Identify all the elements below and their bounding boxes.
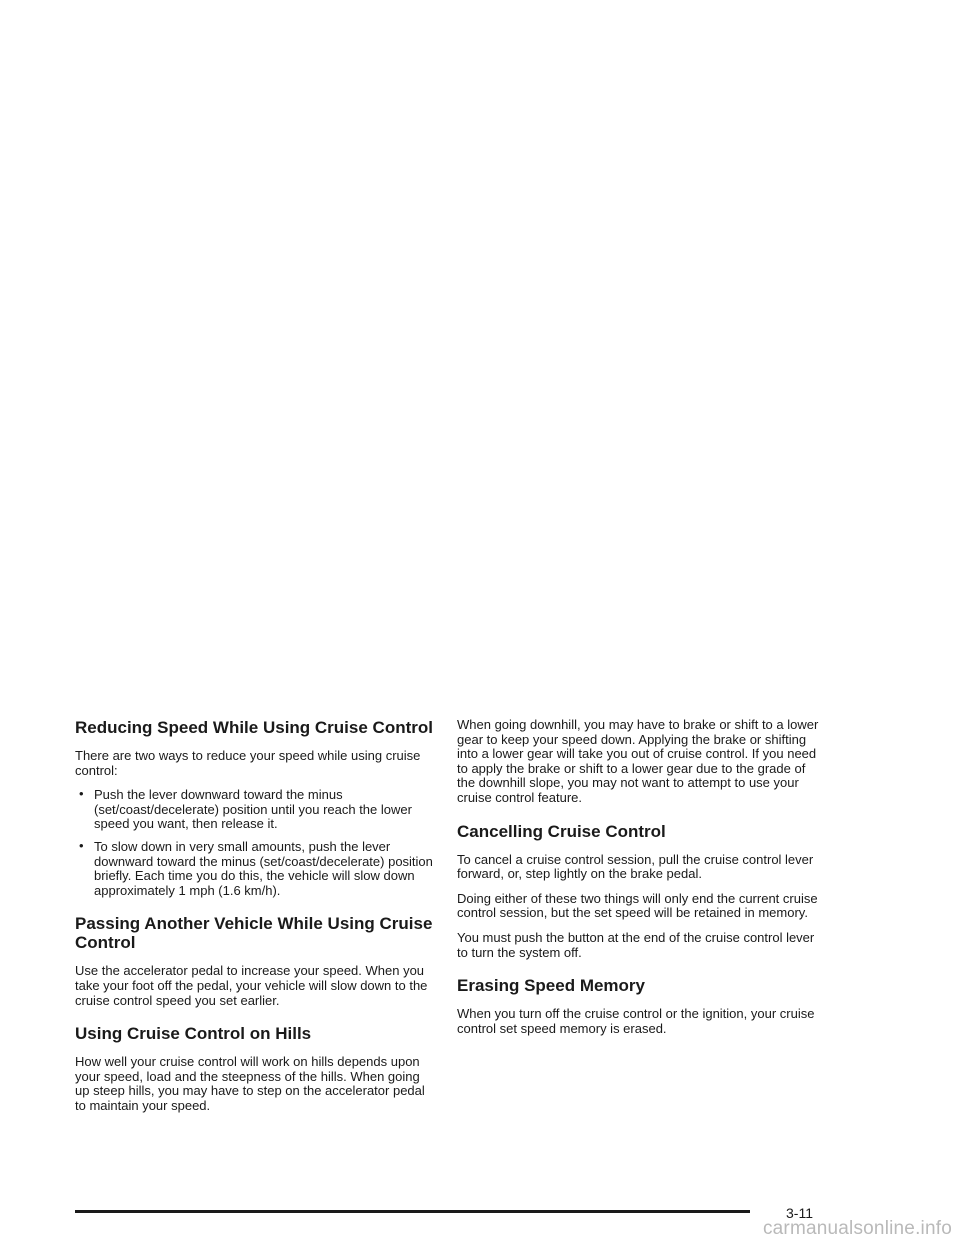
cancelling-paragraph-1: To cancel a cruise control session, pull the cruise control lever forward, or, step lightly on the brake pedal. [457, 851, 814, 882]
reducing-speed-intro: There are two ways to reduce your speed while using cruise control: [75, 748, 421, 778]
cancelling-paragraph-3: You must push the button at the end of the cruise control lever to turn the system off. [457, 929, 815, 960]
bullet-icon: • [79, 786, 84, 802]
list-item-text: To slow down in very small amounts, push the lever downward toward the minus (set/coast/decelerate) position briefly. Each time you do this, the vehicle will slow down approximately 1 mph (1.6 km/h). [94, 838, 433, 898]
footer-rule [75, 1210, 750, 1213]
bullet-icon: • [79, 837, 84, 853]
passing-vehicle-body: Use the accelerator pedal to increase your speed. When you take your foot off the pedal, your vehicle will slow down to the cruise control speed you set earlier. [75, 963, 428, 1008]
cruise-hills-body: How well your cruise control will work on hills depends upon your speed, load and the steepness of the hills. When going up steep hills, you may have to step on the accelerator pedal to maintain your speed. [75, 1054, 425, 1113]
list-item-text: Push the lever downward toward the minus (set/coast/decelerate) position until you reach the lower speed you want, then release it. [94, 787, 412, 832]
reducing-speed-list [75, 788, 437, 898]
right-column [457, 718, 819, 1046]
page-number: 3-11 [786, 1205, 813, 1221]
heading-cruise-hills: Using Cruise Control on Hills [75, 1024, 312, 1044]
cancelling-paragraph-2: Doing either of these two things will only end the current cruise control session, but the set speed will be retained in memory. [457, 890, 818, 921]
heading-erasing-memory: Erasing Speed Memory [457, 976, 646, 996]
downhill-paragraph: When going downhill, you may have to brake or shift to a lower gear to keep your speed down. Applying the brake or shifting into a lower gear will take you out of cruise control. If you need to apply the brake or shift to a lower gear due to the grade of the downhill slope, you may not want to attempt to use your cruise control feature. [457, 717, 819, 805]
list-item [75, 788, 437, 832]
heading-cancelling-cruise: Cancelling Cruise Control [457, 821, 666, 841]
heading-reducing-speed: Reducing Speed While Using Cruise Control [75, 718, 433, 737]
watermark: carmanualsonline.info [762, 1218, 952, 1239]
heading-passing-vehicle: Passing Another Vehicle While Using Cruise Control [75, 914, 433, 953]
erasing-memory-body: When you turn off the cruise control or the ignition, your cruise control set speed memory is erased. [457, 1006, 815, 1036]
list-item [75, 837, 437, 898]
left-column [75, 718, 437, 1124]
